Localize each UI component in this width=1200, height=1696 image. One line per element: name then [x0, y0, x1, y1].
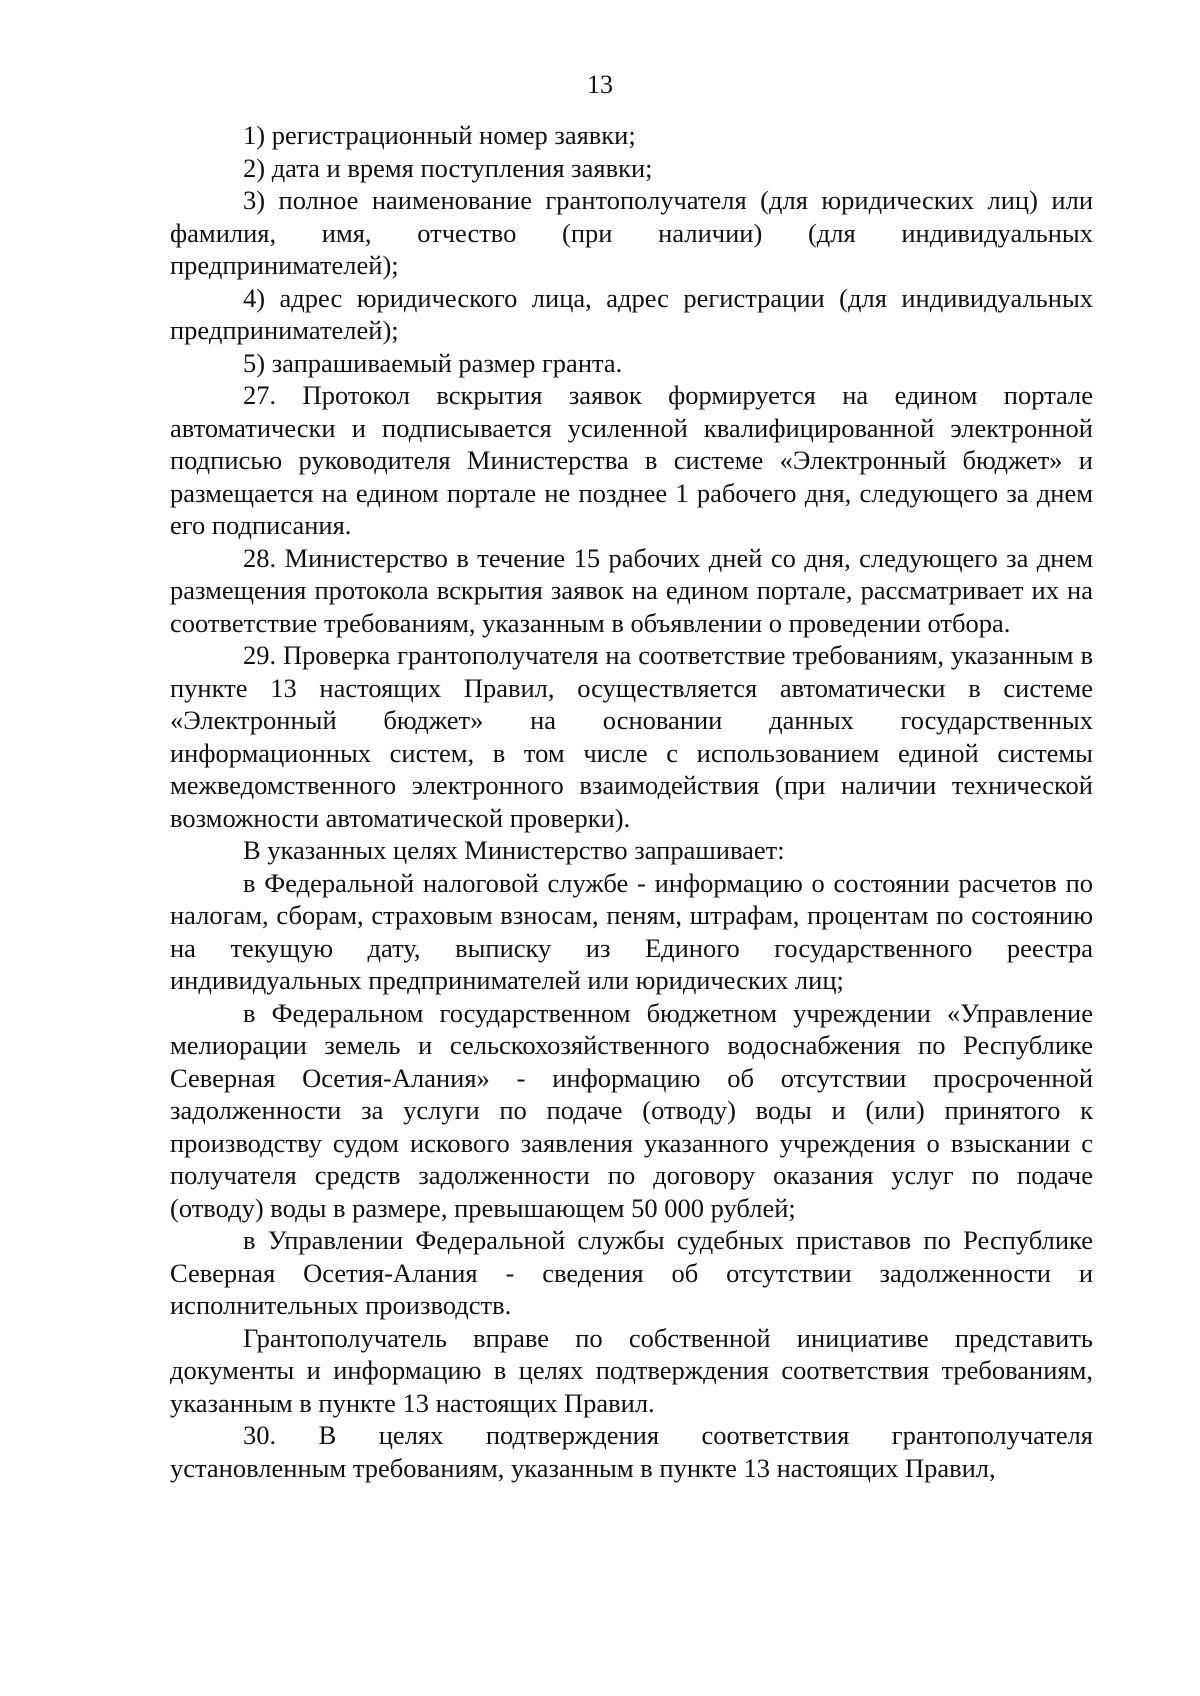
paragraph-tax-service: в Федеральной налоговой службе - информацию о состоянии расчетов по налогам, сборам, страховым взносам, пеням, штрафам, процентам по состоянию на текущую дату, выписку из Единого государственного реестра индивидуальных предпринимателей или юридических лиц;: [170, 867, 1093, 995]
paragraph-30: 30. В целях подтверждения соответствия грантополучателя установленным требованиям, указанным в пункте 13 настоящих Правил,: [170, 1420, 1093, 1483]
paragraph-item-1: 1) регистрационный номер заявки;: [243, 120, 636, 150]
paragraph-item-2: 2) дата и время поступления заявки;: [243, 152, 653, 183]
paragraph-item-4: 4) адрес юридического лица, адрес регистрации (для индивидуальных предпринимателей);: [170, 282, 1093, 345]
paragraph-item-3: 3) полное наименование грантополучателя (для юридических лиц) или фамилия, имя, отчество (при наличии) (для индивидуальных предпринимателей);: [170, 185, 1093, 280]
document-body: [170, 119, 1093, 1484]
paragraph-27: 27. Протокол вскрытия заявок формируется на едином портале автоматически и подписывается усиленной квалифицированной электронной подписью руководителя Министерства в системе «Электронный бюджет» и размещается на едином портале не позднее 1 рабочего дня, следующего за днем его подписания.: [170, 380, 1093, 540]
paragraph-own-initiative: Грантополучатель вправе по собственной инициативе представить документы и информацию в целях подтверждения соответствия требованиям, указанным в пункте 13 настоящих Правил.: [170, 1322, 1093, 1418]
paragraph-item-5: 5) запрашиваемый размер гранта.: [243, 347, 623, 378]
page-number: 13: [587, 70, 613, 99]
paragraph-29: 29. Проверка грантополучателя на соответствие требованиям, указанным в пункте 13 настоящих Правил, осуществляется автоматически в системе «Электронный бюджет» на основании данных государственных информационных систем, в том числе с использованием единой системы межведомственного электронного взаимодействия (при наличии технической возможности автоматической проверки).: [170, 640, 1093, 833]
paragraph-28: 28. Министерство в течение 15 рабочих дней со дня, следующего за днем размещения протокола вскрытия заявок на едином портале, рассматривает их на соответствие требованиям, указанным в объявлении о проведении отбора.: [170, 542, 1093, 638]
paragraph-melioration-office: в Федеральном государственном бюджетном учреждении «Управление мелиорации земель и сельскохозяйственного водоснабжения по Республике Северная Осетия-Алания» - информацию об отсутствии просроченной задолженности за услуги по подаче (отводу) воды и (или) принятого к производству судом искового заявления указанного учреждения о взыскании с получателя средств задолженности по договору оказания услуг по подаче (отводу) воды в размере, превышающем 50 000 рублей;: [170, 997, 1093, 1223]
paragraph-29-purpose: В указанных целях Министерство запрашивает:: [243, 835, 785, 865]
paragraph-bailiffs-service: в Управлении Федеральной службы судебных приставов по Республике Северная Осетия-Алания - сведения об отсутствии задолженности и исполнительных производств.: [170, 1225, 1093, 1320]
